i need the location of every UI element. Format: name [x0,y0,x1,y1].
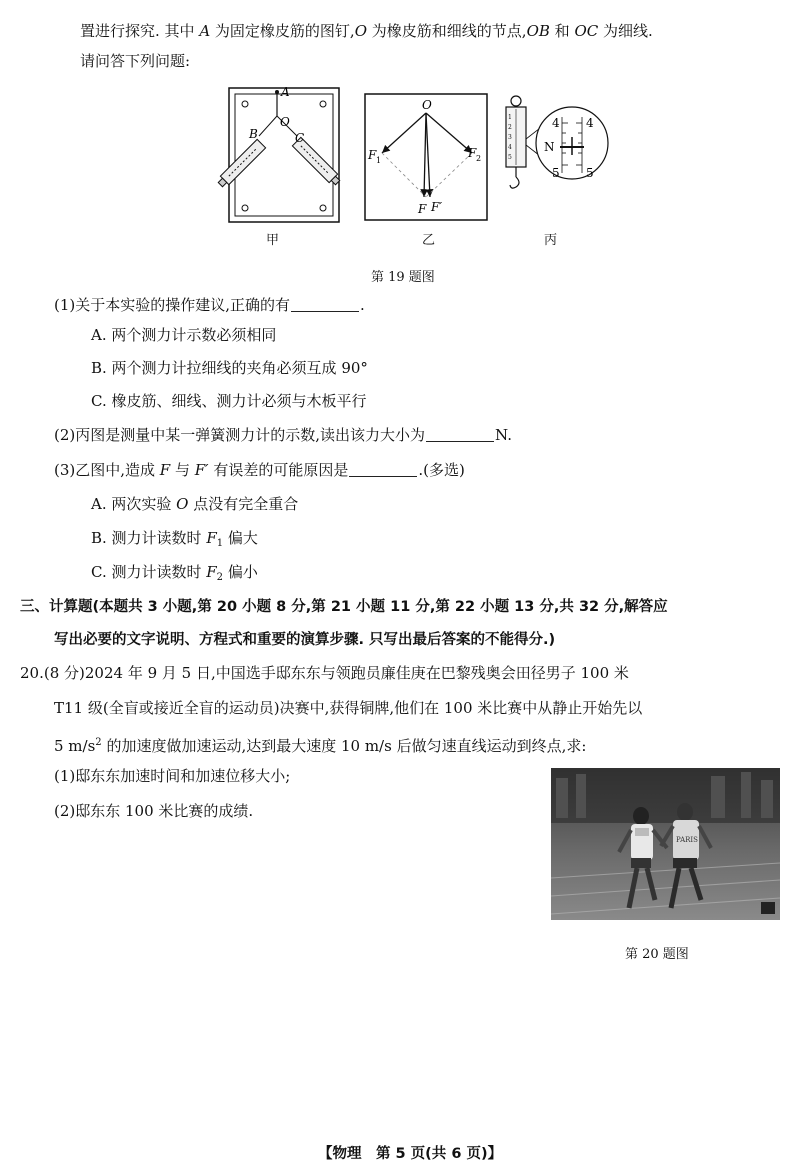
figure-19-jia-label: 甲 [266,233,280,248]
svg-text:1: 1 [376,156,382,165]
q1-option-c: C. 橡皮筋、细线、测力计必须与木板平行 [91,392,367,410]
svg-text:1: 1 [508,114,512,121]
svg-text:N: N [544,140,555,154]
figure-20-caption: 第 20 题图 [625,947,689,962]
svg-text:F: F [368,148,377,162]
svg-text:F′: F′ [431,200,443,214]
svg-text:O: O [422,98,432,112]
q2-stem: (2)丙图是测量中某一弹簧测力计的示数,读出该力大小为 N. [54,426,512,444]
intro-line-1: 置进行探究. 其中 A 为固定橡皮筋的图钉,O 为橡皮筋和细线的节点,OB 和 OC 为细线. [80,22,653,40]
svg-text:2: 2 [476,154,482,163]
label-A: A [281,85,290,99]
svg-text:5: 5 [586,166,594,180]
svg-text:5: 5 [508,154,512,161]
svg-text:5: 5 [552,166,560,180]
q3-stem: (3)乙图中,造成 F 与 F′ 有误差的可能原因是 .(多选) [54,461,465,479]
figure-19-bing-label: 丙 [544,233,558,248]
q3-option-b: B. 测力计读数时 $F_1$ 偏大 [91,529,258,549]
figure-19-yi-label: 乙 [422,233,436,248]
label-O: O [280,115,290,129]
svg-text:4: 4 [586,116,594,130]
q20-sub-1: (1)邸东东加速时间和加速位移大小; [54,767,291,785]
label-B: B [249,127,258,141]
figure-19-jia [205,84,345,226]
q20-sub-2: (2)邸东东 100 米比赛的成绩. [54,802,254,820]
svg-text:4: 4 [508,144,512,151]
q20-photo-runners [551,768,780,920]
figure-19-yi [364,93,488,221]
page-footer: 【物理 第 5 页(共 6 页)】 [318,1146,503,1162]
q1-stem: (1)关于本实验的操作建议,正确的有 . [54,296,365,314]
svg-text:3: 3 [508,134,512,141]
intro-line-2: 请问答下列问题: [80,52,191,70]
section-3-heading: 三、计算题(本题共 3 小题,第 20 小题 8 分,第 21 小题 11 分,第 22 小题 13 分,共 32 分,解答应 [20,599,668,615]
photo-bib-text: PARIS [676,836,698,844]
svg-text:4: 4 [552,116,560,130]
svg-text:F: F [418,202,427,216]
svg-text:F: F [468,146,477,160]
q20-line-3: 5 $m/s^2$ 的加速度做加速运动,达到最大速度 10 m/s 后做匀速直线运动到终点,求: [54,737,587,755]
figure-19-caption: 第 19 题图 [371,270,435,285]
q1-option-b: B. 两个测力计拉细线的夹角必须互成 90° [91,359,368,377]
q3-option-c: C. 测力计读数时 $F_2$ 偏小 [91,563,258,583]
section-3-instructions: 写出必要的文字说明、方程式和重要的演算步骤. 只写出最后答案的不能得分.) [54,632,556,648]
q1-option-a: A. 两个测力计示数必须相同 [91,326,277,344]
svg-text:2: 2 [508,124,512,131]
figure-19-bing [500,93,612,201]
q20-line-2: T11 级(全盲或接近全盲的运动员)决赛中,获得铜牌,他们在 100 米比赛中从静止开始先以 [54,699,643,717]
q20-line-1: 20.(8 分)2024 年 9 月 5 日,中国选手邸东东与领跑员廉佳庚在巴黎残奥会田径男子 100 米 [20,664,629,682]
label-C: C [295,131,305,145]
q3-option-a: A. 两次实验 O 点没有完全重合 [91,495,299,513]
